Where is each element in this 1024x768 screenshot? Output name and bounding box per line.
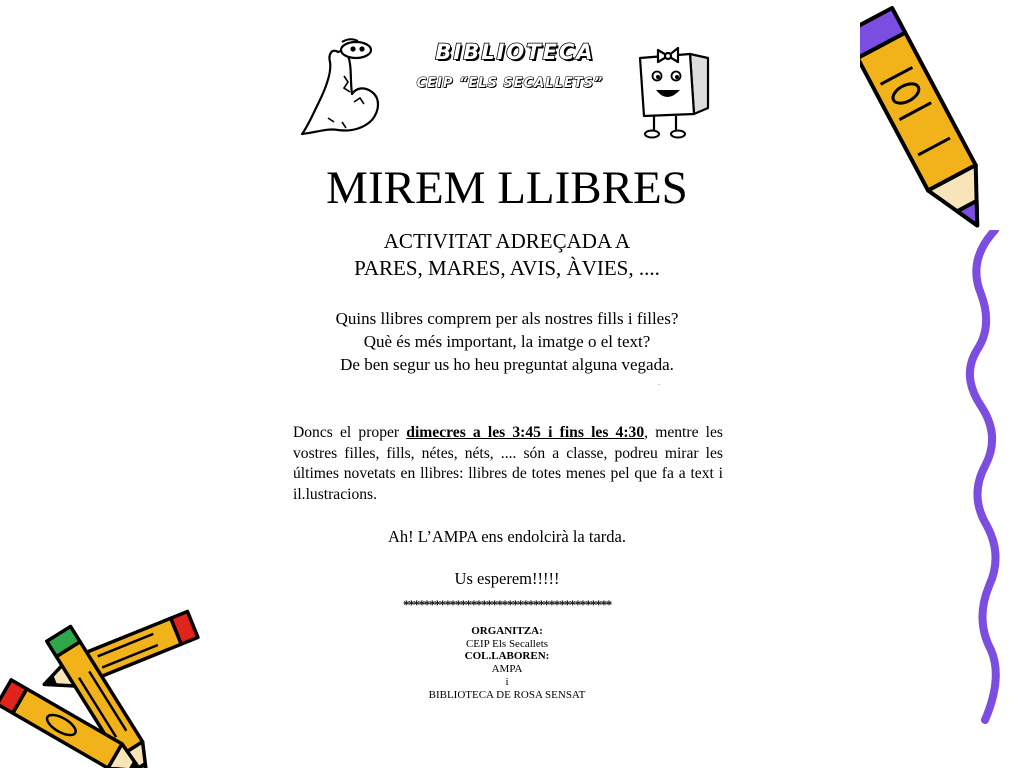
question-line-2: Què és més important, la imatge o el text? — [363, 332, 651, 351]
closing-line: Us esperem!!!!! — [454, 569, 560, 588]
collaboren-value-2: BIBLIOTECA DE ROSA SENSAT — [428, 688, 586, 701]
questions-block — [262, 307, 752, 376]
collaboren-label: COL.LABOREN: — [464, 650, 550, 663]
organitza-value: CEIP Els Secallets — [465, 637, 549, 650]
organitza-label: ORGANITZA: — [471, 625, 543, 637]
stray-dot: . — [658, 378, 660, 387]
squiggle-line-icon — [955, 230, 1015, 730]
ampa-note: Ah! L’AMPA ens endolcirà la tarda. — [388, 527, 626, 546]
event-paragraph — [293, 423, 723, 505]
credits-block — [262, 625, 752, 701]
event-intro: Doncs el proper — [293, 424, 407, 441]
audience-line-1: ACTIVITAT ADREÇADA A — [383, 229, 631, 253]
page-title: MIREM LLIBRES — [326, 162, 688, 214]
audience-block — [262, 228, 752, 282]
school-name: CEIP “ELS SECALLETS” — [416, 76, 604, 91]
book-mascot-icon — [632, 36, 724, 140]
pencil-top-right-icon — [860, 0, 1010, 250]
collaboren-joiner: i — [505, 675, 509, 688]
separator-stars: **************************************** — [402, 597, 611, 612]
event-time: dimecres a les 3:45 i fins les 4:30 — [406, 424, 645, 441]
collaboren-value-1: AMPA — [491, 663, 523, 676]
library-title: BIBLIOTECA — [435, 40, 595, 64]
question-line-3: De ben segur us ho heu preguntat alguna vegada. — [340, 355, 674, 374]
audience-line-2: PARES, MARES, AVIS, ÀVIES, .... — [354, 256, 660, 280]
crossed-pencils-icon — [0, 600, 210, 768]
dinosaur-mascot-icon — [298, 38, 388, 138]
question-line-1: Quins llibres comprem per als nostres fills i filles? — [335, 309, 679, 328]
event-details: , mentre les vostres filles, fills, nétes, néts, .... són a classe, podreu mirar les últimes novetats en llibres: llibres de totes menes pel que fa a text i il.lustracions. — [293, 424, 723, 503]
